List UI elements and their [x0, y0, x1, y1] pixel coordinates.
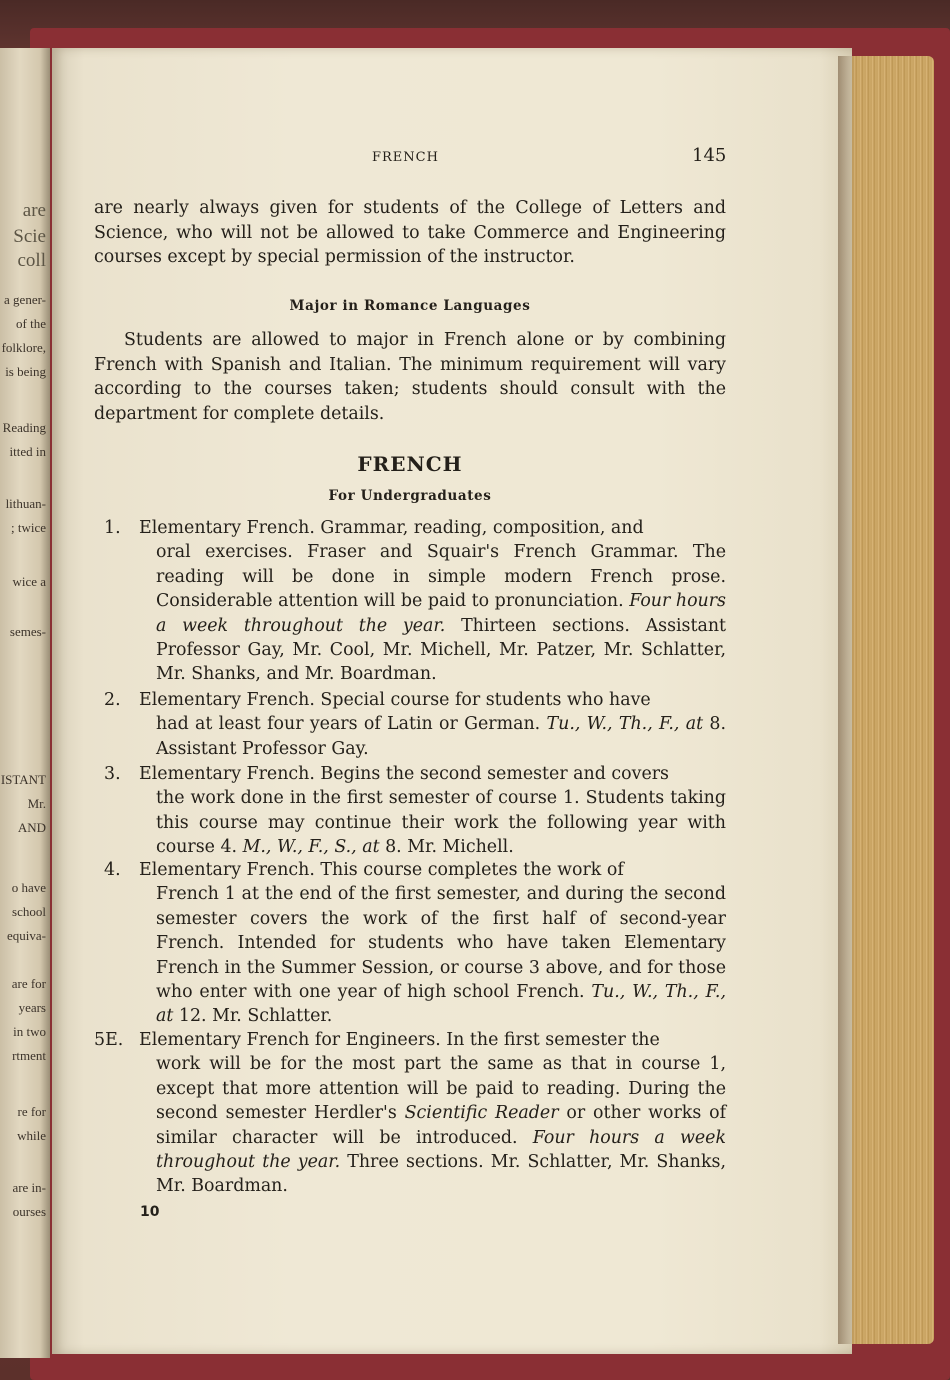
course-schedule: Four hours a week throughout the year. — [156, 1127, 726, 1173]
left-fragment: o have — [11, 880, 46, 895]
course-first-line: Elementary French. This course completes the work of — [139, 860, 624, 880]
course-text — [139, 786, 726, 859]
course-text — [139, 1052, 726, 1198]
left-fragment: are — [22, 200, 46, 221]
left-fragment: ; twice — [10, 520, 46, 535]
course-text-part: had at least four years of Latin or German. — [156, 714, 541, 735]
page-edge-shadow — [838, 56, 856, 1344]
course-entry — [94, 688, 726, 761]
left-fragment: wice a — [12, 574, 46, 589]
left-fragment: rtment — [12, 1048, 46, 1063]
section-title: FRENCH — [357, 452, 463, 476]
left-fragment: AND — [17, 820, 46, 835]
course-number: 3. — [104, 764, 121, 784]
course-instructors: 8. Assistant Professor Gay. — [156, 714, 727, 759]
left-fragment: a gener- — [4, 292, 46, 307]
left-fragment: itted in — [9, 444, 46, 459]
course-instructors: 12. Mr. Schlatter. — [178, 1006, 333, 1027]
left-fragment: ourses — [12, 1204, 46, 1219]
course-entry — [94, 762, 726, 860]
course-schedule: Tu., W., Th., F., at — [156, 982, 726, 1027]
course-textbook: Scientific Reader — [404, 1103, 559, 1124]
course-text-part: work will be for the most part the same as that in course 1, except that more attention will be paid to reading. During the second semester Herdler's — [156, 1054, 726, 1124]
left-fragment: equiva- — [7, 928, 46, 943]
left-fragment: folklore, — [1, 340, 46, 355]
course-schedule: Tu., W., Th., F., at — [546, 714, 704, 735]
course-text — [139, 540, 726, 686]
course-text-part: or other works of similar character will be introduced. — [156, 1103, 727, 1148]
left-fragment: Mr. — [27, 796, 46, 811]
left-fragment: while — [17, 1128, 46, 1143]
course-first-line: Elementary French. Special course for students who have — [139, 690, 651, 710]
left-fragment: ISTANT — [0, 772, 46, 787]
left-fragment: in two — [13, 1024, 46, 1039]
course-first-line: Elementary French. Begins the second semester and covers — [139, 764, 669, 784]
page-number: 145 — [692, 145, 727, 166]
course-instructors: 8. Mr. Michell. — [385, 837, 514, 858]
course-text-part: oral exercises. Fraser and Squair's French Grammar. The reading will be done in simple modern French prose. Considerable attention will be paid to pronunciation. — [156, 542, 726, 612]
signature-mark: 10 — [140, 1204, 160, 1220]
left-fragment: semes- — [9, 624, 46, 639]
course-entry — [94, 516, 726, 687]
left-fragment: re for — [17, 1104, 46, 1119]
left-fragment: years — [18, 1000, 46, 1015]
course-entry — [94, 858, 726, 1029]
left-fragment: lithuan- — [5, 496, 46, 511]
course-instructors: Three sections. Mr. Schlatter, Mr. Shanks, Mr. Boardman. — [156, 1152, 726, 1197]
intro-paragraph: are nearly always given for students of the College of Letters and Science, who will not be allowed to take Commerce and Engineering courses except by special permission of the instructor. — [94, 198, 726, 267]
section-subtitle: For Undergraduates — [328, 488, 492, 504]
left-fragment: is being — [5, 364, 46, 379]
course-entry — [94, 1028, 726, 1199]
course-number: 4. — [104, 860, 121, 880]
left-fragment: coll — [17, 250, 46, 271]
course-instructors: Thirteen sections. Assistant Professor Gay, Mr. Cool, Mr. Michell, Mr. Patzer, Mr. Schlatter, Mr. Shanks, and Mr. Boardman. — [156, 615, 727, 685]
left-fragment: Scie — [13, 226, 46, 247]
left-fragment: are in- — [12, 1180, 46, 1195]
running-title: FRENCH — [372, 150, 439, 165]
major-heading: Major in Romance Languages — [289, 298, 531, 314]
course-number: 1. — [104, 518, 121, 538]
left-page-edge — [0, 48, 50, 1358]
course-number: 5E. — [94, 1030, 124, 1050]
left-fragment: of the — [16, 316, 46, 331]
left-fragment: Reading — [2, 420, 46, 435]
left-fragment: school — [12, 904, 46, 919]
course-text-part: the work done in the first semester of course 1. Students taking this course may continue their work the following year with course 4. — [156, 788, 726, 858]
course-number: 2. — [104, 690, 121, 710]
major-paragraph: Students are allowed to major in French alone or by combining French with Spanish and Italian. The minimum requirement will vary according to the courses taken; students should consult with the department for complete details. — [94, 330, 726, 424]
course-text — [139, 882, 726, 1028]
course-text-part: French 1 at the end of the first semester, and during the second semester covers the work of the first half of second-year French. Intended for students who have taken Elementary French in the Summer Session, or course 3 above, and for those who enter with one year of high school French. — [156, 884, 726, 1003]
course-text — [139, 712, 726, 761]
left-fragment: are for — [11, 976, 46, 991]
course-schedule: M., W., F., S., at — [242, 837, 380, 858]
course-first-line: Elementary French for Engineers. In the first semester the — [139, 1030, 660, 1050]
course-schedule: Four hours a week throughout the year. — [156, 591, 726, 636]
course-first-line: Elementary French. Grammar, reading, composition, and — [139, 518, 644, 538]
